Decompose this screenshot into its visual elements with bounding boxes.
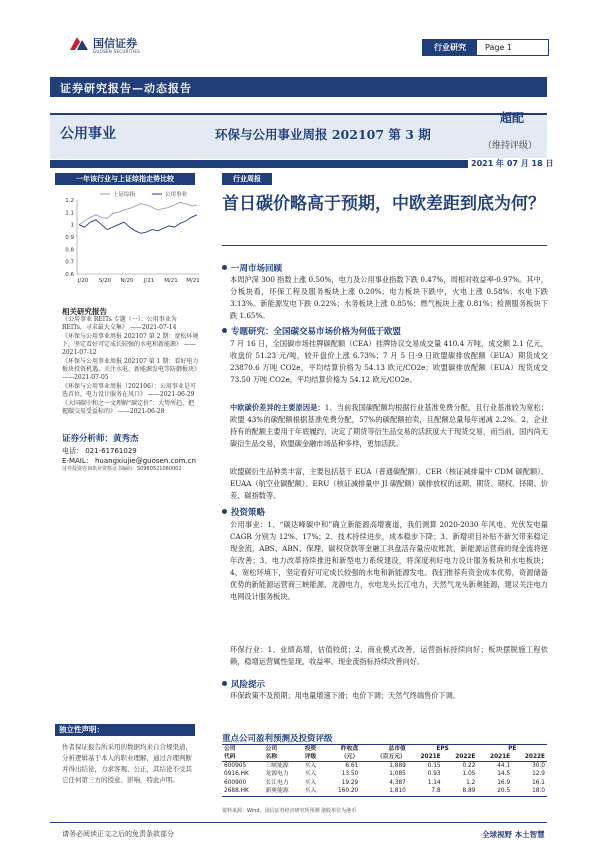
table-cell: 1,810	[360, 787, 408, 796]
table-cell: 4,387	[389, 779, 406, 786]
y-tick-label: 0.8	[65, 247, 74, 254]
rating: 超配	[500, 111, 525, 125]
table-cell: 600900	[224, 779, 247, 786]
section-heading-market-review: 一周市场回顾	[222, 262, 282, 274]
related-item[interactable]: 《环保与公用事业周报 202107 第 1 期：看好电力板块投资机遇，关注水电、新能源发电等防御板块》 ——2021-07-05	[62, 358, 201, 382]
related-research-list	[62, 316, 200, 417]
related-research-title: 相关研究报告	[62, 307, 107, 316]
industry-name: 公用事业	[60, 126, 116, 142]
y-tick-label: 0.6	[65, 272, 74, 278]
x-tick-label: S/20	[98, 278, 112, 284]
analyst-phone: 电话： 021-61761029	[62, 447, 137, 455]
disclaimer-heading: 独立性声明：	[55, 724, 195, 736]
table-cell: 8.89	[443, 787, 478, 796]
table-cell: 0.22	[462, 763, 476, 769]
x-tick-label: M/21	[186, 278, 200, 284]
table-cell: 1.05	[462, 771, 476, 778]
chart-heading: 一年该行业与上证综指走势比较	[55, 173, 195, 185]
table-cell: 0916.HK	[224, 771, 249, 778]
report-type-band	[50, 77, 547, 97]
market-review-text: 本周沪深 300 指数上涨 0.50%，电力及公用事业指数下跌 0.47%，周相对收益率-0.97%。其中，分板块看，环保工程及服务板块上涨 0.20%；电力板块下跌中，火电上涨 0.58%；水电下跌 3.13%。新能源发电下跌 0.22%；水务板块上涨 0.85%；燃气板块上涨 0.81%；检测服务板块下跌 1.65%。	[230, 275, 548, 320]
industry-box	[50, 113, 200, 159]
table-cell: 龙源电力	[265, 771, 289, 778]
logo-text-cn: 国信证券	[93, 37, 137, 50]
earnings-forecast-table	[222, 744, 547, 797]
bullet-icon	[222, 681, 227, 686]
table-cell: 14.5	[497, 771, 511, 778]
related-item[interactable]: 《公用事业 REITs 专题（一）：公用事业为 REITs，寻求最大交集》 ——2021-07-14	[62, 316, 177, 332]
table-cell: 19.29	[341, 779, 359, 786]
headline: 首日碳价略高于预期，中欧差距到底为何？	[222, 194, 545, 214]
y-tick-label: 0.9	[65, 235, 74, 241]
table-cell: 16.9	[497, 779, 511, 786]
table-header-cell: 2022E	[443, 753, 478, 762]
table-cell: 买入	[304, 779, 317, 786]
table-cell: 1,085	[389, 771, 406, 778]
table-source: 资料来源：Wind、国信证券经济研究所预测 港股单位为港币	[222, 808, 357, 814]
table-header-cell: 2021E	[408, 753, 443, 762]
table-cell: 160.20	[325, 787, 360, 796]
title-strip	[200, 113, 547, 159]
strategy-text-utilities: 公用事业：1、“碳达峰碳中和”确立新能源高增赛道，我们测算 2020-2030 年风电、光伏发电量 CAGR 分别为 12%、17%；2、技术持续进步，成本稳步下降；3、新增项目补贴不新欠带来稳定现金流，ABS、ABN、保理、碳权贷款等金融工具盘活存量应收账款，新能源运营商的现金流将逐年改善；3、电力改革持续推进和新型电力系统建设，将深度利好电力设计服务板块和水电板块；4、宽松环境下，坚定看好可定成长较强的水电和新能源发电。我们推荐有资金成本优势，资源储备优势的新能源运营商三峡能源、龙源电力，水电龙头长江电力，天然气龙头新奥能源，建议关注电力电网设计服务板块。	[230, 520, 548, 601]
y-tick-label: 0.7	[65, 259, 74, 266]
table-row	[222, 787, 547, 796]
disclaimer-text: 作者保证报告所采用的数据均来自合规渠道，分析逻辑基于本人的职业理解，通过合理判断并得出结论，力求客观、公正，其结论不受其它任何第三方的授意、影响，特此声明。	[62, 743, 192, 784]
table-header-cell: （元）	[325, 753, 360, 762]
table-header-cell: （百万元）	[360, 753, 408, 762]
x-tick-label: N/20	[120, 278, 134, 284]
table-cell: 6.61	[345, 763, 359, 769]
table-cell: 长江电力	[265, 779, 289, 786]
table-cell: 买入	[304, 771, 317, 778]
section-heading-special-research: 专题研究：全国碳交易市场价格为何低于欧盟	[222, 325, 401, 337]
page-number: Page 1	[485, 43, 512, 52]
related-item[interactable]: 《大国碳中和之一文理解“碳定价”：大势所趋，把握碳交易受益标的》 ——2021-06-28	[62, 400, 195, 416]
footer-disclaimer-note: 请务必阅读正文之后的免责条款部分	[62, 830, 174, 838]
rating-note: （维持评级）	[483, 141, 538, 151]
table-header-cell: 公司	[263, 745, 302, 754]
header-tag-box	[422, 39, 549, 56]
series-line-index	[79, 203, 197, 225]
y-tick-label: 1	[70, 222, 74, 229]
legend-label: 上证综指	[113, 192, 136, 198]
company-logo	[68, 34, 160, 60]
logo-text-en: GUOSEN SECURITIES	[93, 49, 141, 54]
logo-mark-icon	[68, 34, 90, 52]
table-header-cell: 代码	[222, 753, 263, 762]
table-cell: 20.5	[477, 787, 512, 796]
table-header-row	[222, 753, 547, 762]
legend-label: 公用事业	[165, 192, 188, 198]
table-row	[222, 770, 547, 778]
table-header-cell: 名称	[263, 753, 302, 762]
report-date: 2021 年 07 月 18 日	[468, 158, 556, 169]
y-tick-label: 1.1	[65, 210, 74, 217]
table-header-cell: 2021E	[477, 753, 512, 762]
x-tick-label: M/21	[164, 278, 178, 284]
table-cell: 7.8	[408, 787, 443, 796]
analyst-email[interactable]: E-MAIL： huangxiujie@guosen.com.cn	[62, 457, 196, 465]
bullet-icon	[222, 509, 227, 514]
table-header-row	[222, 745, 547, 754]
x-tick-label: J/21	[143, 278, 155, 284]
bullet-icon	[222, 328, 227, 333]
related-item[interactable]: 《环保与公用事业周报 202107 第 2 期：宽松环境下，坚定看好可定成长较强的水电和新能源》 ——2021-07-12	[62, 332, 199, 357]
y-tick-label: 1.2	[65, 198, 74, 204]
table-cell: 0.15	[427, 763, 441, 769]
table-header-cell: 公司	[222, 745, 263, 754]
table-cell: 18.0	[512, 787, 547, 796]
special-research-text-2: 中欧碳价差异的主要原因是：1、当前我国碳配额均根据行业基准免费分配，且行业基准较为宽松；欧盟 43%的碳配额根据基准免费分配，57%的碳配额拍卖，且配额总量每年递减 2.2%。2、企业持有的配额主要用于年底履约，决定了期货等衍生品交易的活跃度大于现货交易，而当前，国内尚无碳衍生品交易，欧盟碳金融市场品种多样，更加活跃。	[230, 403, 548, 448]
special-research-lead: 中欧碳价差异的主要原因是：	[230, 403, 325, 412]
special-research-text-1: 7 月 16 日，全国碳市场挂牌碳配额（CEA）挂牌协议交易成交量 410.4 万吨，成交额 2.1 亿元，收盘价 51.23 元/吨，较开盘价上涨 6.73%；7 月 5 日-9 日欧盟碳排放配额（EUA）期货成交 23870.6 万吨 CO2e，平均结算价格为 54.13 欧元/CO2e；欧盟碳排放配额（EUA）现货成交 73.50 万吨 CO2e，平均结算价格为 54.12 欧元/CO2e。	[230, 339, 548, 384]
x-tick-label: J/20	[77, 278, 89, 284]
trend-chart-svg	[55, 188, 203, 288]
trend-chart	[55, 188, 203, 288]
section-heading-risk: 风险提示	[222, 678, 265, 690]
report-category-tag: 行业研究	[423, 40, 477, 55]
table-cell: 30.0	[532, 763, 545, 769]
table-cell: 16.1	[532, 779, 545, 786]
table-header-cell-pe: PE	[477, 745, 547, 754]
table-cell: 买入	[303, 787, 326, 796]
table-cell: 新奥能源	[263, 787, 302, 796]
bullet-icon	[222, 265, 227, 270]
table-header-cell-eps: EPS	[408, 745, 478, 754]
series-line-industry	[79, 215, 197, 234]
table-header-cell: 昨收盘	[325, 745, 360, 754]
analyst-name: 证券分析师：黄秀杰	[62, 434, 139, 444]
table-header-cell: 总市值	[360, 745, 408, 754]
table-cell: 44.1	[497, 763, 511, 769]
table-cell: 1,889	[389, 763, 406, 769]
headline-rule	[222, 245, 547, 246]
table-cell: 0.93	[427, 771, 441, 778]
risk-text: 环保政策不及预期；用电量增速下滑；电价下调；天然气终端售价下调。	[230, 691, 461, 700]
table-row	[222, 762, 547, 771]
table-cell: 12.9	[532, 771, 545, 778]
table-cell: 三峡能源	[265, 763, 289, 769]
table-cell: 600905	[224, 763, 247, 769]
related-item[interactable]: 《环保与公用事业周报（202106）：公用事业是可选首位，电力设计服务在风口》 ——2021-06-29	[62, 383, 196, 399]
special-research-text-3: 欧盟碳衍生品种类丰富，主要包括基于 EUA（普通碳配额）、CER（核证减排量中 CDM 碳配额）、EUAA（航空业碳配额）、ERU（核证减排量中 JI 碳配额）碳排放权的远期、期货、期权、择期、价差、碳指数等。	[230, 467, 548, 500]
footer-slogan: 全球视野 本土智慧	[482, 830, 545, 839]
table-cell: 1.2	[466, 779, 476, 786]
footer-rule	[50, 822, 547, 823]
table-header-cell: 投资	[303, 745, 326, 754]
table-header-cell: 评级	[303, 753, 326, 762]
table-cell: 1.14	[427, 779, 441, 786]
table-cell: 2688.HK	[222, 787, 263, 796]
weekly-tag: 行业周报	[222, 173, 272, 185]
analyst-certificate: 证券投资咨询执业资格证书编码：S0980521060002	[62, 466, 182, 472]
table-header-cell: 2022E	[512, 753, 547, 762]
table-row	[222, 779, 547, 787]
document-title: 环保与公用事业周报 202107 第 3 期	[215, 127, 431, 142]
report-type: 证券研究报告—动态报告	[60, 82, 192, 95]
table-cell: 买入	[304, 763, 317, 769]
strategy-text-environmental: 环保行业：1、业绩高增，估值较低；2、商业模式改善，运营指标持续向好；板块摆脱施工程依赖，稳增运营属性显现，收益率、现金流指标持续改善向好。	[230, 645, 548, 666]
table-title: 重点公司盈利预测及投资评级	[222, 734, 333, 744]
table-cell: 13.50	[341, 771, 359, 778]
section-heading-strategy: 投资策略	[222, 506, 265, 518]
